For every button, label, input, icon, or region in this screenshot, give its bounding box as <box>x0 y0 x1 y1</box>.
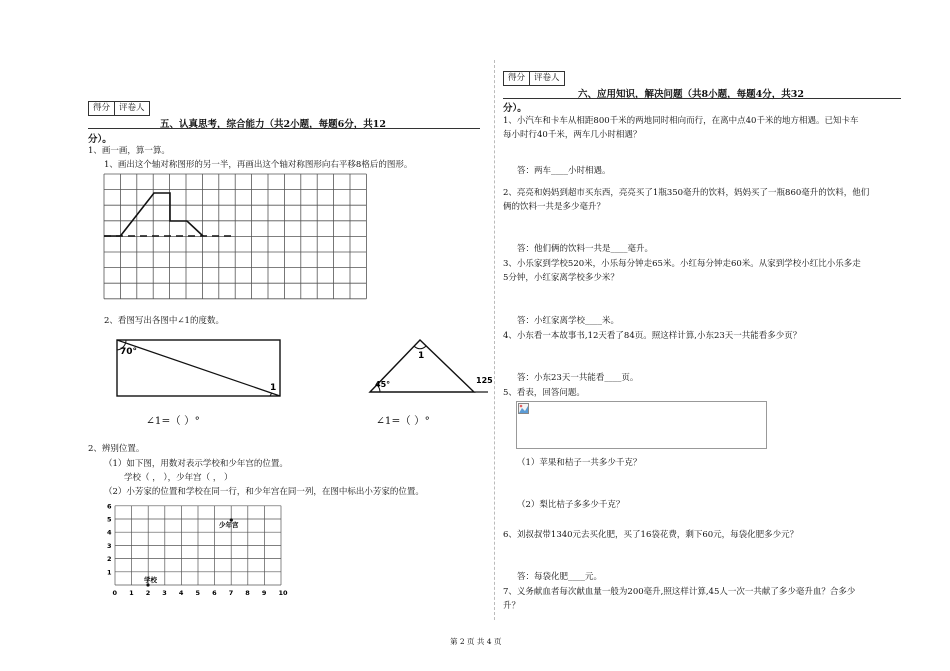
x-tick-label: 3 <box>162 589 167 597</box>
r-q3-answer: 答：小红家离学校____米。 <box>517 316 620 326</box>
angle-45-label: 45° <box>375 380 391 389</box>
answer-rectangle: ∠1=（ ）° <box>146 415 200 427</box>
grader-label: 评卷人 <box>119 103 145 113</box>
r-q6-text: 6、刘叔叔带1340元去买化肥，买了16袋花费，剩下60元，每袋化肥多少元？ <box>503 530 799 540</box>
symmetry-grid <box>104 174 366 300</box>
table-image-box <box>516 401 767 449</box>
x-tick-label: 0 <box>112 589 118 597</box>
triangle-figure <box>362 336 493 396</box>
r-q5-text: 5、看表，回答问题。 <box>503 388 585 398</box>
angle-1-label-rect: 1 <box>270 383 277 393</box>
q2-1-fill: 学校（ ， ），少年宫（ ， ） <box>124 473 233 483</box>
x-tick-label: 2 <box>145 589 151 597</box>
answer-triangle: ∠1=（ ）° <box>376 415 430 427</box>
r-q7-line-b: 升？ <box>503 601 521 611</box>
x-tick-label: 6 <box>212 589 217 597</box>
x-tick-label: 5 <box>195 589 201 597</box>
r-q6-answer: 答：每袋化肥____元。 <box>517 572 603 582</box>
r-q4-answer: 答：小东23天一共能看____页。 <box>517 373 639 383</box>
q2-1-text: （1）如下图，用数对表示学校和少年宫的位置。 <box>104 459 288 469</box>
r-q5-sub1: （1）苹果和桔子一共多少千克？ <box>517 458 642 468</box>
r-q3-line-a: 3、小乐家到学校520米，小乐每分钟走65米。小红每分钟走60米。从家到学校小红比小乐多走 <box>503 259 861 269</box>
r-q2-line-a: 2、亮亮和妈妈到超市买东西，亮亮买了1瓶350毫升的饮料，妈妈买了一瓶860毫升的饮料，他们 <box>503 188 870 198</box>
section-five-rule <box>88 128 480 129</box>
q2-2-text: （2）小芳家的位置和学校在同一行，和少年宫在同一列，在图中标出小芳家的位置。 <box>104 487 424 497</box>
r-q1-line-b: 每小时行40千米，两车几小时相遇？ <box>503 130 642 140</box>
section-five-title-cont: 分）。 <box>88 134 112 145</box>
y-tick-label: 2 <box>107 555 112 564</box>
q1-1-text: 1、画出这个轴对称图形的另一半，再画出这个轴对称图形向右平移8格后的图形。 <box>104 160 413 170</box>
angle-1-label-tri: 1 <box>418 351 425 361</box>
r-q2-line-b: 俩的饮料一共是多少毫升？ <box>503 202 606 212</box>
x-tick-label: 1 <box>129 589 134 597</box>
y-tick-label: 3 <box>107 541 112 550</box>
r-q7-line-a: 7、义务献血者每次献血量一般为200毫升,照这样计算,45人一次一共献了多少毫升血？合多少 <box>503 587 856 597</box>
column-divider <box>494 60 495 620</box>
x-tick-label: 4 <box>178 589 184 597</box>
left-score-box <box>88 101 150 116</box>
r-q1-line-a: 1、小汽车和卡车从相距800千米的两地同时相向而行，在离中点40千米的地方相遇。已知卡车 <box>503 116 859 126</box>
y-tick-label: 1 <box>107 568 112 577</box>
rectangle-figure <box>112 336 288 402</box>
grader-label: 评卷人 <box>534 73 560 83</box>
school-label: 学校 <box>144 576 157 584</box>
x-tick-label: 9 <box>261 589 267 597</box>
page-number: 第 2 页 共 4 页 <box>450 637 502 646</box>
r-q4-text: 4、小东看一本故事书,12天看了84页。照这样计算,小东23天一共能看多少页？ <box>503 331 802 341</box>
section-six-title: 六、应用知识，解决问题（共8小题，每题4分，共32 <box>578 89 804 100</box>
coordinate-grid <box>100 499 288 603</box>
y-tick-label: 4 <box>107 528 112 537</box>
r-q5-sub2: （2）梨比桔子多多少千克？ <box>517 500 625 510</box>
half-shape-outline <box>120 193 203 236</box>
q1-2-text: 2、看图写出各图中∠1的度数。 <box>104 316 224 326</box>
x-tick-label: 7 <box>228 589 234 597</box>
score-label: 得分 <box>89 102 115 115</box>
r-q3-line-b: 5分钟，小红家离学校多少米？ <box>503 273 619 283</box>
broken-image-icon <box>518 403 529 414</box>
r-q2-answer: 答：他们俩的饮料一共是____毫升。 <box>517 244 654 254</box>
x-tick-label: 10 <box>278 589 288 597</box>
y-tick-label: 6 <box>107 502 112 511</box>
youth-palace-label: 少年宫 <box>219 521 239 529</box>
q2-title: 2、辨别位置。 <box>88 444 145 454</box>
section-six-rule <box>503 98 901 99</box>
q1-title: 1、画一画，算一算。 <box>88 146 170 156</box>
x-tick-label: 8 <box>245 589 250 597</box>
y-tick-label: 5 <box>107 515 112 524</box>
section-five-title: 五、认真思考，综合能力（共2小题，每题6分，共12 <box>160 119 386 130</box>
score-label: 得分 <box>504 72 530 85</box>
section-six-title-cont: 分）。 <box>503 103 527 114</box>
angle-125-label: 125 <box>476 376 493 385</box>
r-q1-answer: 答：两车____小时相遇。 <box>517 166 611 176</box>
right-score-box <box>503 71 565 86</box>
angle-70-label: 70° <box>120 347 138 357</box>
